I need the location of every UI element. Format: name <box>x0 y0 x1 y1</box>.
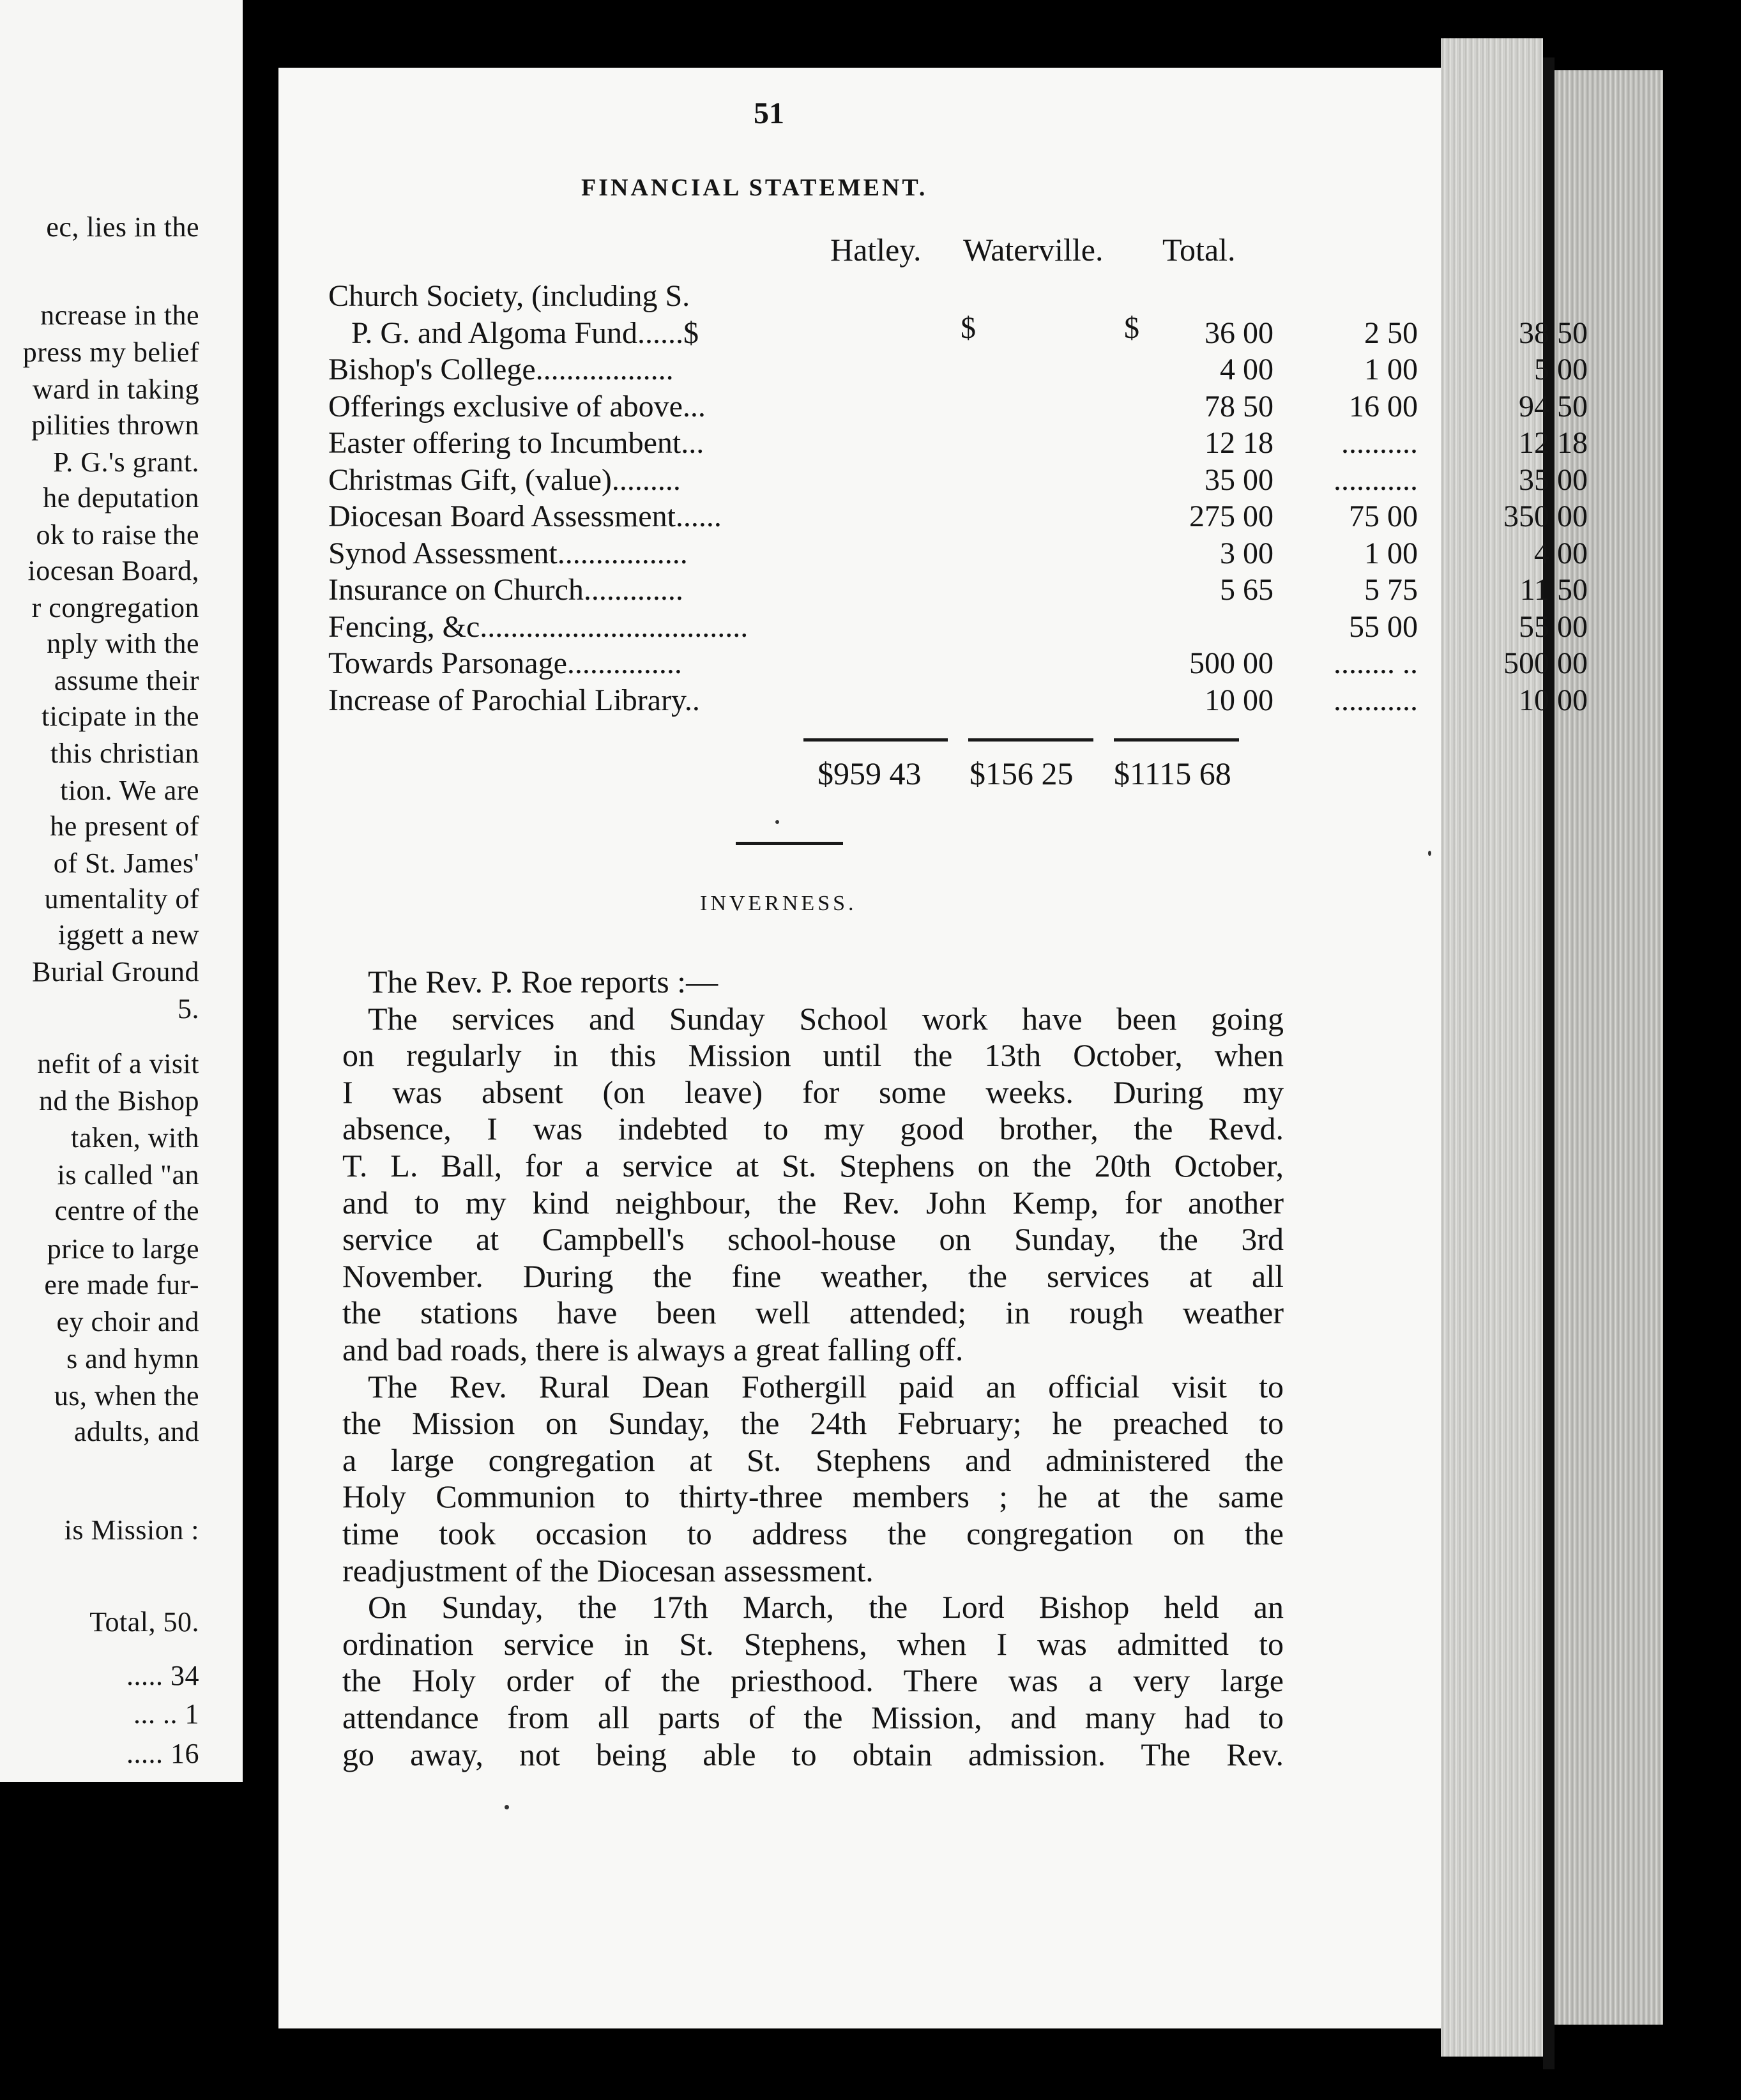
cell-total: 35 00 <box>1519 463 1588 497</box>
left-page-line: ..... 34 <box>126 1660 199 1691</box>
report-line: time took occasion to address the congregation on the <box>342 1516 1284 1551</box>
cell-waterville: 2 50 <box>1364 316 1418 350</box>
report-line: The Rev. P. Roe reports :— <box>368 964 718 1000</box>
row-label: Bishop's College.................. <box>328 353 674 386</box>
cell-hatley: 35 00 <box>1205 463 1273 497</box>
cell-total: 350 00 <box>1503 499 1588 533</box>
cell-hatley: 5 65 <box>1220 573 1273 607</box>
left-page-line: nd the Bishop <box>39 1085 199 1116</box>
cell-waterville: 1 00 <box>1364 536 1418 570</box>
report-line: On Sunday, the 17th March, the Lord Bishop held an <box>368 1589 1284 1625</box>
report-line: T. L. Ball, for a service at St. Stephens on the 20th October, <box>342 1148 1284 1183</box>
speck <box>505 1805 509 1809</box>
column-header-waterville: Waterville. <box>963 232 1104 268</box>
cell-waterville: .......... <box>1341 426 1418 460</box>
cell-hatley: 3 00 <box>1220 536 1273 570</box>
cell-total: 500 00 <box>1503 646 1588 680</box>
cell-hatley: 500 00 <box>1189 646 1273 680</box>
sum-rule-hatley <box>803 738 948 742</box>
cell-waterville: 1 00 <box>1364 353 1418 386</box>
report-line: I was absent (on leave) for some weeks. During my <box>342 1074 1284 1110</box>
left-page-line: ward in taking <box>32 374 199 405</box>
page-number: 51 <box>754 96 784 130</box>
left-page-line: price to large <box>47 1233 199 1265</box>
left-page-line: he deputation <box>43 482 199 514</box>
row-label: Fencing, &c................................... <box>328 610 749 644</box>
row-label: Diocesan Board Assessment...... <box>328 499 722 533</box>
cell-waterville: ........... <box>1334 683 1418 717</box>
left-page-line: us, when the <box>54 1380 199 1411</box>
cell-waterville: 55 00 <box>1349 610 1418 644</box>
left-page-line: tion. We are <box>60 775 199 806</box>
column-header-hatley: Hatley. <box>830 232 922 268</box>
cell-waterville: ........ .. <box>1334 646 1418 680</box>
cell-hatley: 10 00 <box>1205 683 1273 717</box>
cell-total: 55 00 <box>1519 610 1588 644</box>
sum-rule-total <box>1114 738 1239 742</box>
row-label: Increase of Parochial Library.. <box>328 683 700 717</box>
report-line: attendance from all parts of the Mission, and many had to <box>342 1700 1284 1735</box>
left-page-line: ok to raise the <box>36 519 199 551</box>
left-page-line: s and hymn <box>66 1343 199 1374</box>
left-page-line: Burial Ground <box>32 956 199 987</box>
left-page-line: Total, 50. <box>89 1606 199 1638</box>
cell-hatley: 78 50 <box>1205 390 1273 423</box>
total-total: $1115 68 <box>1114 756 1231 791</box>
report-line: and to my kind neighbour, the Rev. John Kemp, for another <box>342 1185 1284 1221</box>
left-page-line: iocesan Board, <box>27 555 199 586</box>
section-separator <box>736 842 843 845</box>
row-label: Easter offering to Incumbent... <box>328 426 704 460</box>
left-page-line: ..... 16 <box>126 1738 199 1769</box>
sum-rule-waterville <box>968 738 1093 742</box>
cell-total: 38 50 <box>1519 316 1588 350</box>
left-page-line: ticipate in the <box>42 701 199 732</box>
left-page-line: iggett a new <box>57 919 199 950</box>
cell-hatley: 4 00 <box>1220 353 1273 386</box>
speck <box>775 820 779 824</box>
report-line: Holy Communion to thirty-three members ; he at the same <box>342 1479 1284 1514</box>
cell-total: 94 50 <box>1519 390 1588 423</box>
left-page-line: assume their <box>54 665 199 696</box>
currency-symbol-total: $ <box>1124 311 1139 345</box>
row-label: Synod Assessment................. <box>328 536 688 570</box>
speck <box>1428 851 1431 856</box>
report-line: absence, I was indebted to my good brother, the Revd. <box>342 1111 1284 1146</box>
inverness-title: INVERNESS. <box>700 892 857 915</box>
left-page <box>0 0 245 1782</box>
left-page-line: press my belief <box>22 337 199 368</box>
left-page-line: nply with the <box>47 628 199 659</box>
cell-total: 10 00 <box>1519 683 1588 717</box>
cell-total: 12 18 <box>1519 426 1588 460</box>
row-label: Church Society, (including S. <box>328 279 690 313</box>
cell-waterville: 5 75 <box>1364 573 1418 607</box>
left-page-line: ec, lies in the <box>46 211 199 243</box>
left-page-line: this christian <box>50 738 199 769</box>
cell-hatley: 36 00 <box>1205 316 1273 350</box>
cell-waterville: ........... <box>1334 463 1418 497</box>
report-line: ordination service in St. Stephens, when I was admitted to <box>342 1626 1284 1662</box>
cell-waterville: 16 00 <box>1349 390 1418 423</box>
row-label: Christmas Gift, (value)......... <box>328 463 681 497</box>
cell-total: 4 00 <box>1534 536 1588 570</box>
left-page-line: umentality of <box>44 883 199 915</box>
left-page-line: of St. James' <box>53 848 199 879</box>
cell-waterville: 75 00 <box>1349 499 1418 533</box>
left-page-line: 5. <box>178 993 199 1024</box>
left-page-line: ere made fur- <box>44 1269 199 1300</box>
left-page-line: r congregation <box>31 592 199 623</box>
report-line: the Mission on Sunday, the 24th February; he preached to <box>342 1405 1284 1441</box>
left-page-line: he present of <box>50 810 199 842</box>
left-page-line: is called "an <box>57 1159 199 1191</box>
left-page-line: ey choir and <box>56 1306 199 1337</box>
report-line: on regularly in this Mission until the 13th October, when <box>342 1037 1284 1073</box>
row-label: Towards Parsonage............... <box>328 646 682 680</box>
cell-total: 5 00 <box>1534 353 1588 386</box>
report-line: the Holy order of the priesthood. There was a very large <box>342 1663 1284 1698</box>
total-waterville: $156 25 <box>969 756 1074 791</box>
report-line: The Rev. Rural Dean Fothergill paid an official visit to <box>368 1369 1284 1404</box>
book-gutter <box>243 0 278 2100</box>
cell-hatley: 12 18 <box>1205 426 1273 460</box>
report-line: a large congregation at St. Stephens and administered the <box>342 1442 1284 1478</box>
report-line: and bad roads, there is always a great falling off. <box>342 1332 964 1367</box>
row-label: Insurance on Church............. <box>328 573 683 607</box>
financial-statement-title: FINANCIAL STATEMENT. <box>581 174 928 201</box>
report-line: go away, not being able to obtain admission. The Rev. <box>342 1737 1284 1772</box>
left-page-line: is Mission : <box>64 1514 199 1546</box>
left-page-line: adults, and <box>73 1416 199 1447</box>
cell-hatley: 275 00 <box>1189 499 1273 533</box>
left-page-line: pilities thrown <box>31 409 199 441</box>
report-line: readjustment of the Diocesan assessment. <box>342 1553 874 1588</box>
left-page-line: centre of the <box>54 1195 199 1226</box>
report-line: The services and Sunday School work have been going <box>368 1001 1284 1037</box>
left-page-line: ncrease in the <box>40 300 199 331</box>
report-line: the stations have been well attended; in rough weather <box>342 1295 1284 1330</box>
currency-symbol-waterville: $ <box>961 311 976 345</box>
left-page-line: ... .. 1 <box>133 1698 199 1730</box>
cell-total: 11 50 <box>1519 573 1588 607</box>
left-page-line: nefit of a visit <box>37 1048 199 1079</box>
report-line: November. During the fine weather, the services at all <box>342 1258 1284 1294</box>
report-line: service at Campbell's school-house on Sunday, the 3rd <box>342 1221 1284 1257</box>
row-label: P. G. and Algoma Fund......$ <box>351 316 699 350</box>
column-header-total: Total. <box>1162 232 1236 268</box>
total-hatley: $959 43 <box>817 756 922 791</box>
left-page-line: taken, with <box>70 1122 199 1153</box>
row-label: Offerings exclusive of above... <box>328 390 706 423</box>
left-page-line: P. G.'s grant. <box>53 446 199 478</box>
